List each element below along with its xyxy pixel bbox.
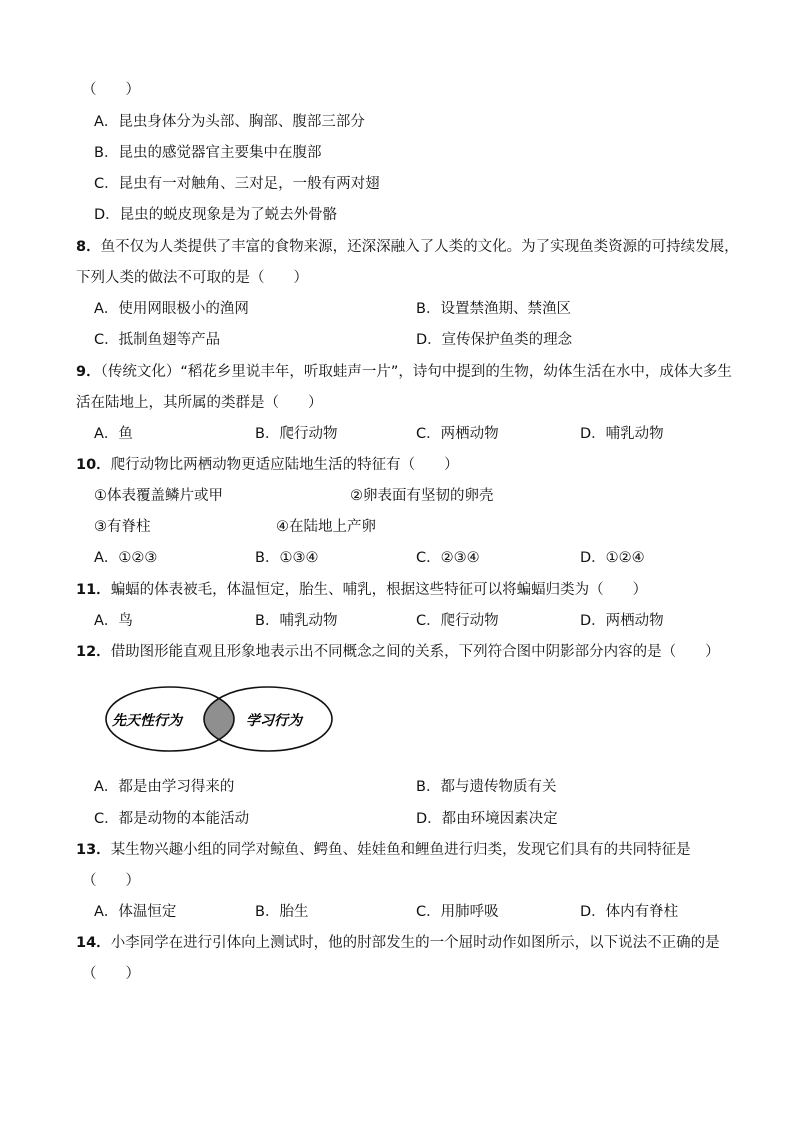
venn-right-label: 学习行为: [246, 713, 302, 729]
q10-option-c: C．②③④: [416, 550, 480, 566]
q7-option-d: D．昆虫的蜕皮现象是为了蜕去外骨骼: [94, 207, 338, 223]
q12-option-b: B．都与遗传物质有关: [416, 779, 557, 795]
q13-number: 13．: [76, 842, 111, 858]
q12-stem-line1: [76, 642, 720, 662]
q10-text: 爬行动物比两栖动物更适应陆地生活的特征有（ ）: [110, 457, 459, 473]
q7-answer-blank: （ ）: [82, 82, 140, 98]
q10-item-1: ①体表覆盖鳞片或甲: [94, 488, 223, 504]
q12-option-d: D．都由环境因素决定: [416, 811, 558, 827]
q12-number: 12．: [76, 644, 111, 660]
q9-option-c: C．两栖动物: [416, 426, 499, 442]
q12-option-a: A．都是由学习得来的: [94, 779, 235, 795]
q8-option-a: A．使用网眼极小的渔网: [94, 301, 249, 317]
q7-option-a: A．昆虫身体分为头部、胸部、腹部三部分: [94, 114, 365, 130]
q8-number: 8．: [76, 239, 101, 255]
q10-option-b: B．①③④: [255, 550, 319, 566]
q13-option-d: D．体内有脊柱: [580, 904, 679, 920]
q8-option-c: C．抵制鱼翅等产品: [94, 332, 221, 348]
q12-text: 借助图形能直观且形象地表示出不同概念之间的关系，下列符合图中阴影部分内容的是（ ）: [110, 644, 720, 660]
q14-stem-line2: （ ）: [82, 966, 140, 982]
q11-stem-line1: [76, 580, 647, 600]
q8-stem-line1: [76, 237, 739, 257]
q10-option-d: D．①②④: [580, 550, 645, 566]
q8-stem-line2: 下列人类的做法不可取的是（ ）: [76, 270, 308, 286]
q9-stem-line1: [76, 362, 732, 382]
q8-option-d: D．宣传保护鱼类的理念: [416, 332, 573, 348]
q14-stem-line1: [76, 933, 720, 953]
q7-option-b: B．昆虫的感觉器官主要集中在腹部: [94, 145, 322, 161]
q13-option-c: C．用肺呼吸: [416, 904, 499, 920]
q12-option-c: C．都是动物的本能活动: [94, 811, 250, 827]
q10-stem-line1: [76, 455, 459, 475]
q14-number: 14．: [76, 935, 111, 951]
q9-option-b: B．爬行动物: [255, 426, 338, 442]
q9-option-d: D．哺乳动物: [580, 426, 664, 442]
q13-option-b: B．胎生: [255, 904, 309, 920]
q14-text: 小李同学在进行引体向上测试时，他的肘部发生的一个屈时动作如图所示，以下说法不正确的是: [110, 935, 720, 951]
venn-left-label: 先天性行为: [112, 713, 182, 729]
q8-option-b: B．设置禁渔期、禁渔区: [416, 301, 571, 317]
q13-text: 某生物兴趣小组的同学对鲸鱼、鳄鱼、娃娃鱼和鲤鱼进行归类，发现它们具有的共同特征是: [110, 842, 691, 858]
q13-stem-line2: （ ）: [82, 873, 140, 889]
q11-option-d: D．两栖动物: [580, 613, 664, 629]
q11-option-c: C．爬行动物: [416, 613, 499, 629]
q13-option-a: A．体温恒定: [94, 904, 177, 920]
q10-item-3: ③有脊柱: [94, 519, 151, 535]
q9-text: （传统文化）“稻花乡里说丰年，听取蛙声一片”，诗句中提到的生物，幼体生活在水中，成体大多生: [100, 364, 732, 380]
q11-number: 11．: [76, 582, 111, 598]
q11-text: 蝙蝠的体表被毛，体温恒定，胎生、哺乳，根据这些特征可以将蝙蝠归类为（ ）: [110, 582, 648, 598]
q11-option-b: B．哺乳动物: [255, 613, 338, 629]
q10-number: 10．: [76, 457, 111, 473]
q13-stem-line1: [76, 840, 691, 860]
q7-option-c: C．昆虫有一对触角、三对足，一般有两对翅: [94, 176, 380, 192]
q11-option-a: A．鸟: [94, 613, 133, 629]
q9-option-a: A．鱼: [94, 426, 133, 442]
q10-option-a: A．①②③: [94, 550, 158, 566]
q9-stem-line2: 活在陆地上，其所属的类群是（ ）: [76, 395, 323, 411]
q10-item-4: ④在陆地上产卵: [276, 519, 376, 535]
q9-number: 9．: [76, 364, 101, 380]
q8-text: 鱼不仅为人类提供了丰富的食物来源，还深深融入了人类的文化。为了实现鱼类资源的可持续发展，: [100, 239, 739, 255]
venn-diagram: [104, 684, 336, 754]
q10-item-2: ②卵表面有坚韧的卵壳: [350, 488, 494, 504]
